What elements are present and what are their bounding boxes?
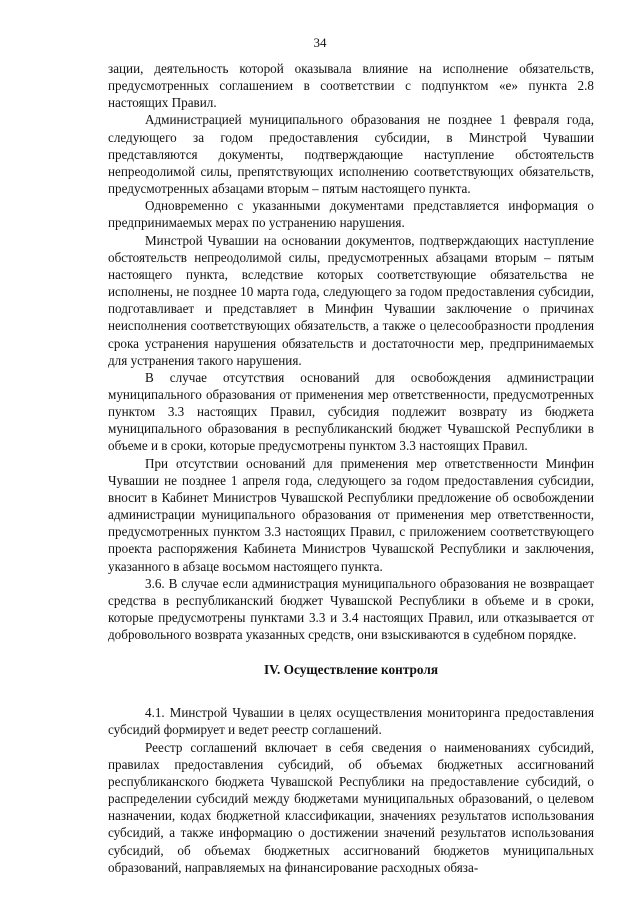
paragraph: Минстрой Чувашии на основании документов, подтверждающих наступление обстоятельств непреодолимой силы, предусмотренных абзацами вторым – пятым настоящего пункта, вследствие которых соответствующие обязательства не исполнены, не позднее 10 марта года, следующего за годом предоставления субсидии, подготавливает и представляет в Минфин Чувашии заключение о причинах неисполнения соответствующих обязательств, а также о целесообразности продления срока устранения нарушения обязательств и достаточности мер, предпринимаемых для устранения такого нарушения.: [108, 232, 594, 368]
page-number: 34: [313, 35, 327, 50]
paragraph: Реестр соглашений включает в себя сведения о наименованиях субсидий, правилах предоставления субсидий, об объемах бюджетных ассигнований республиканского бюджета Чувашской Республики на предоставление субсидий, о распределении субсидий между бюджетами муниципальных образований, о целевом назначении, кодах бюджетной классификации, значениях результатов использования субсидий, а также информацию о достижении значений результатов использования субсидий, об объемах бюджетных ассигнований бюджетов муниципальных образований, направляемых на финансирование расходных обяза-: [108, 739, 594, 875]
paragraph: В случае отсутствия оснований для освобождения администрации муниципального образования от применения мер ответственности, предусмотренных пунктом 3.3 настоящих Правил, субсидия подлежит возврату из бюджета муниципального образования в республиканский бюджет Чувашской Республики в объеме и в сроки, которые предусмотрены пунктом 3.3 настоящих Правил.: [108, 369, 594, 454]
paragraph: При отсутствии оснований для применения мер ответственности Минфин Чувашии не позднее 1 апреля года, следующего за годом предоставления субсидии, вносит в Кабинет Министров Чувашской Республики предложение об освобождении администрации муниципального образования от применения мер ответственности, предусмотренных пунктом 3.3 настоящих Правил, с приложением соответствующего проекта распоряжения Кабинета Министров Чувашской Республики и заключения, указанного в абзаце восьмом настоящего пункта.: [108, 455, 594, 574]
paragraph: 4.1. Минстрой Чувашии в целях осуществления мониторинга предоставления субсидий формирует и ведет реестр соглашений.: [108, 705, 594, 738]
section-heading: IV. Осуществление контроля: [263, 662, 439, 678]
paragraph: 3.6. В случае если администрация муниципального образования не возвращает средства в республиканский бюджет Чувашской Республики в объеме и в сроки, которые предусмотрены пунктами 3.3 и 3.4 настоящих Правил, или отказывается от добровольного возврата указанных средств, они взыскиваются в судебном порядке.: [108, 575, 594, 643]
paragraph: Администрацией муниципального образования не позднее 1 февраля года, следующего за годом предоставления субсидии, в Минстрой Чувашии представляются документы, подтверждающие наступление обстоятельств непреодолимой силы, препятствующих исполнению соответствующих обязательств, предусмотренных абзацами вторым – пятым настоящего пункта.: [108, 112, 594, 197]
paragraph: зации, деятельность которой оказывала влияние на исполнение обязательств, предусмотренных соглашением в соответствии с подпунктом «е» пункта 2.8 настоящих Правил.: [108, 61, 594, 111]
document-body: [108, 60, 594, 876]
paragraph: Одновременно с указанными документами представляется информация о предпринимаемых мерах по устранению нарушения.: [108, 198, 594, 231]
